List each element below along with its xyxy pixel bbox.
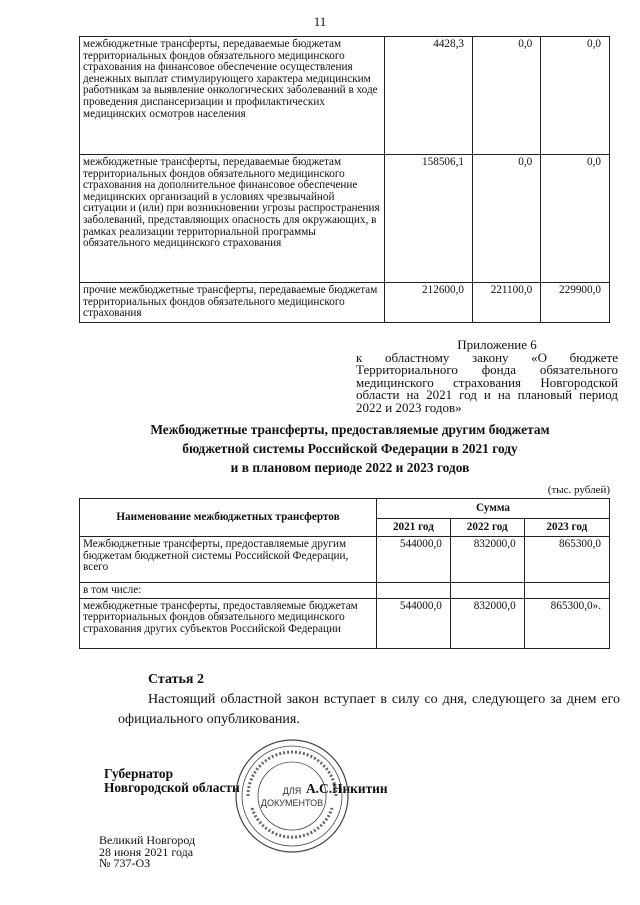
value-2023: 865300,0». [524,598,609,648]
value-2022: 221100,0 [473,283,541,323]
header-year: 2021 год [377,519,451,537]
row-description: межбюджетные трансферты, передаваемые бюджетам территориальных фондов обязательного медицинского страхования на финансовое обеспечение осуществления денежных выплат стимулирующего характера медицинским работникам за выявление онкологических заболеваний в ходе проведения диспансеризации и профилактических медицинских осмотров населения [80,37,385,155]
heading-line: Межбюджетные трансферты, предоставляемые другим бюджетам [150,422,550,437]
row-description: прочие межбюджетные трансферты, передаваемые бюджетам территориальных фондов обязательного медицинского страхования [80,283,385,323]
header-name: Наименование межбюджетных трансфертов [80,499,377,537]
heading-line: бюджетной системы Российской Федерации в 2021 году [182,441,518,456]
value-2023: 0,0 [541,155,610,283]
law-date: 28 июня 2021 года [99,844,194,859]
value-2023: 0,0 [541,37,610,155]
transfers-table [79,498,610,649]
header-sum: Сумма [377,499,610,519]
units-label: (тыс. рублей) [547,484,610,496]
row-description: межбюджетные трансферты, предоставляемые бюджетам территориальных фондов обязательного медицинского страхования других субъектов Российской Федерации [80,598,377,648]
signatory-position: Губернатор [104,766,174,781]
law-number: № 737-ОЗ [99,856,151,870]
table-row [80,598,610,648]
value-2022 [450,583,524,599]
signatory-name: А.С.Никитин [306,781,388,796]
table-row [80,583,610,599]
row-description: в том числе: [80,583,377,599]
value-2022: 0,0 [473,155,541,283]
city: Великий Новгород [99,833,196,847]
value-2022: 0,0 [473,37,541,155]
article-title: Статья 2 [148,672,204,687]
signature-block [104,767,240,795]
value-2023 [524,583,609,599]
heading-line: и в плановом периоде 2022 и 2023 годов [230,460,470,475]
article-text: Настоящий областной закон вступает в силу со дня, следующего за днем его официального опубликования. [118,692,620,727]
value-2021: 544000,0 [377,537,451,583]
signatory-region: Новгородской области [104,780,240,795]
value-2023: 229900,0 [541,283,610,323]
stamp-seal-icon [234,738,350,854]
value-2023: 865300,0 [524,537,609,583]
value-2021 [377,583,451,599]
table-row [80,37,610,155]
table-row [80,283,610,323]
page-number: 11 [313,14,327,29]
appendix-note [356,339,618,415]
value-2021: 544000,0 [377,598,451,648]
stamp-text: ДЛЯ [282,786,302,796]
appendix-title: Приложение 6 [457,337,537,352]
appendix-text: к областному закону «О бюджете Территориального фонда обязательного медицинского страхования Новгородской области на 2021 год и на плановый период 2022 и 2023 годов» [356,349,618,415]
table-row [80,155,610,283]
row-description: межбюджетные трансферты, передаваемые бюджетам территориальных фондов обязательного медицинского страхования на дополнительное финансовое обеспечение медицинских организаций в условиях чрезвычайной ситуации и (или) при возникновении угрозы распространения заболеваний, представляющих опасность для окружающих, в рамках реализации территориальной программы обязательного медицинского страхования [80,155,385,283]
document-heading [80,420,620,477]
table-header-row [80,499,610,519]
place-date-block [99,835,195,870]
value-2022: 832000,0 [450,598,524,648]
row-description: Межбюджетные трансферты, предоставляемые другим бюджетам бюджетной системы Российской Федерации, всего [80,537,377,583]
header-year: 2023 год [524,519,609,537]
value-2022: 832000,0 [450,537,524,583]
transfers-table-continued [79,36,610,323]
value-2021: 158506,1 [385,155,473,283]
stamp-text: ДОКУМЕНТОВ [260,798,324,808]
header-year: 2022 год [450,519,524,537]
value-2021: 4428,3 [385,37,473,155]
table-row [80,537,610,583]
value-2021: 212600,0 [385,283,473,323]
